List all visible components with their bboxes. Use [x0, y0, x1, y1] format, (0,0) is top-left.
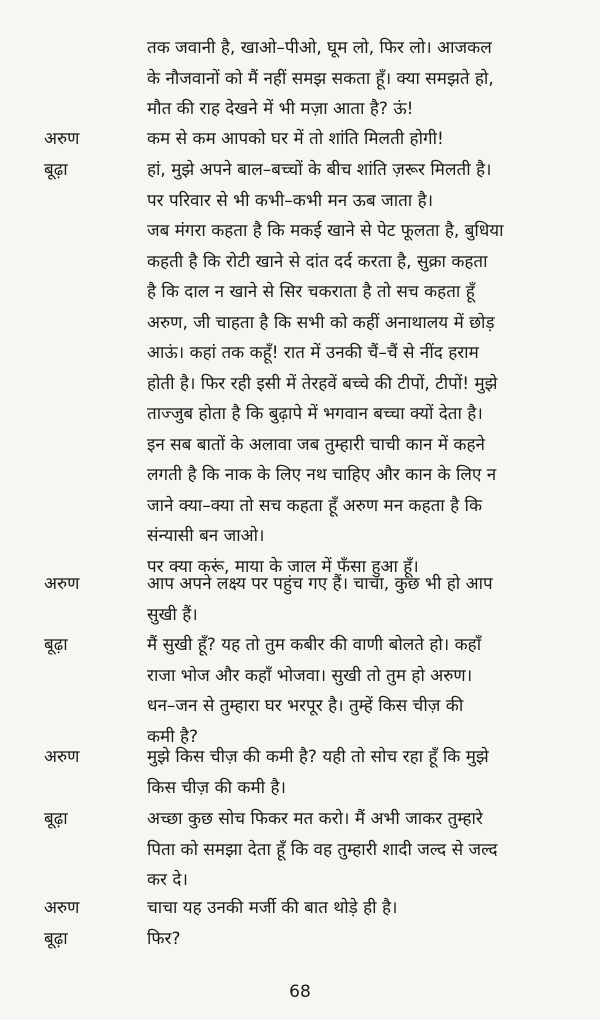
text-line: कर दे।	[147, 870, 188, 890]
dialogue-text	[147, 124, 583, 155]
speaker-name: अरुण	[44, 898, 80, 918]
text-line: लगती है कि नाक के लिए नथ चाहिए और कान के लिए न	[147, 465, 497, 485]
text-line: राजा भोज और कहाँ भोजवा। सुखी तो तुम हो अरुण।	[147, 665, 473, 686]
dialogue-text	[147, 630, 583, 752]
text-line: आप अपने लक्ष्य पर पहुंच गए हैं। चाचा, कुछ भी हो आप	[147, 574, 493, 594]
dialogue-text	[147, 893, 583, 924]
text-line: जाने क्या–क्या तो सच कहता हूँ अरुण मन कहता है कि	[147, 495, 482, 516]
text-line: हां, मुझे अपने बाल–बच्चों के बीच शांति ज़रूर मिलती है।	[147, 160, 492, 180]
text-line: अच्छा कुछ सोच फिकर मत करो। मैं अभी जाकर तुम्हारे	[147, 809, 483, 829]
text-line: पिता को समझा देता हूँ कि वह तुम्हारी शादी जल्द से जल्द	[147, 839, 498, 860]
text-line: आऊं। कहां तक कहूँ! रात में उनकी चैं–चैं से नींद हराम	[147, 343, 479, 363]
text-line: संन्यासी बन जाओ।	[147, 526, 265, 546]
speaker-name: बूढ़ा	[44, 929, 68, 949]
dialogue-text	[147, 742, 583, 803]
speaker-name: बूढ़ा	[44, 635, 68, 655]
dialogue-text	[147, 33, 583, 125]
text-line: कमी है?	[147, 726, 199, 747]
text-line: चाचा यह उनकी मर्जी की बात थोड़े ही है।	[147, 898, 398, 918]
text-line: के नौजवानों को मैं नहीं समझ सकता हूँ। क्या समझते हो,	[147, 68, 494, 89]
dialogue-text	[147, 155, 583, 582]
text-line: सुखी हैं।	[147, 604, 198, 625]
text-line: होती है। फिर रही इसी में तेरहवें बच्चे की टीपों, टीपों! मुझे	[147, 373, 498, 394]
text-line: ताज्जुब होता है कि बुढ़ापे में भगवान बच्चा क्यों देता है।	[147, 404, 483, 424]
text-line: अरुण, जी चाहता है कि सभी को कहीं अनाथालय में छोड़	[147, 312, 495, 333]
speaker-name: अरुण	[44, 747, 80, 767]
dialogue-text	[147, 804, 583, 896]
text-line: मैं सुखी हूँ? यह तो तुम कबीर की वाणी बोलते हो। कहाँ	[147, 635, 482, 655]
page-number: 68	[289, 982, 311, 1002]
speaker-name: अरुण	[44, 129, 80, 149]
text-line: पर परिवार से भी कभी–कभी मन ऊब जाता है।	[147, 190, 434, 211]
text-line: है कि दाल न खाने से सिर चकराता है तो सच कहता हूँ	[147, 282, 475, 302]
speaker-name: अरुण	[44, 574, 80, 594]
text-line: कम से कम आपको घर में तो शांति मिलती होगी!	[147, 129, 444, 149]
text-line: मौत की राह देखने में भी मज़ा आता है? ऊं!	[147, 99, 414, 119]
speaker-name: बूढ़ा	[44, 809, 68, 829]
text-line: कहती है कि रोटी खाने से दांत दर्द करता है, सुक्रा कहता	[147, 251, 488, 272]
text-line: इन सब बातों के अलावा जब तुम्हारी चाची कान में कहने	[147, 434, 485, 455]
text-line: फिर?	[147, 929, 181, 949]
speaker-name: बूढ़ा	[44, 160, 68, 180]
text-line: पर क्या करूं, माया के जाल में फँसा हुआ हूँ।	[147, 556, 419, 577]
text-line: मुझे किस चीज़ की कमी है? यही तो सोच रहा हूँ कि मुझे	[147, 747, 489, 767]
dialogue-text	[147, 569, 583, 630]
text-line: जब मंगरा कहता है कि मकई खाने से पेट फूलता है, बुधिया	[147, 221, 504, 241]
text-line: किस चीज़ की कमी है।	[147, 777, 286, 798]
text-line: धन–जन से तुम्हारा घर भरपूर है। तुम्हें किस चीज़ की	[147, 696, 464, 716]
dialogue-text	[147, 924, 583, 955]
text-line: तक जवानी है, खाओ–पीओ, घूम लो, फिर लो। आजकल	[147, 38, 492, 58]
